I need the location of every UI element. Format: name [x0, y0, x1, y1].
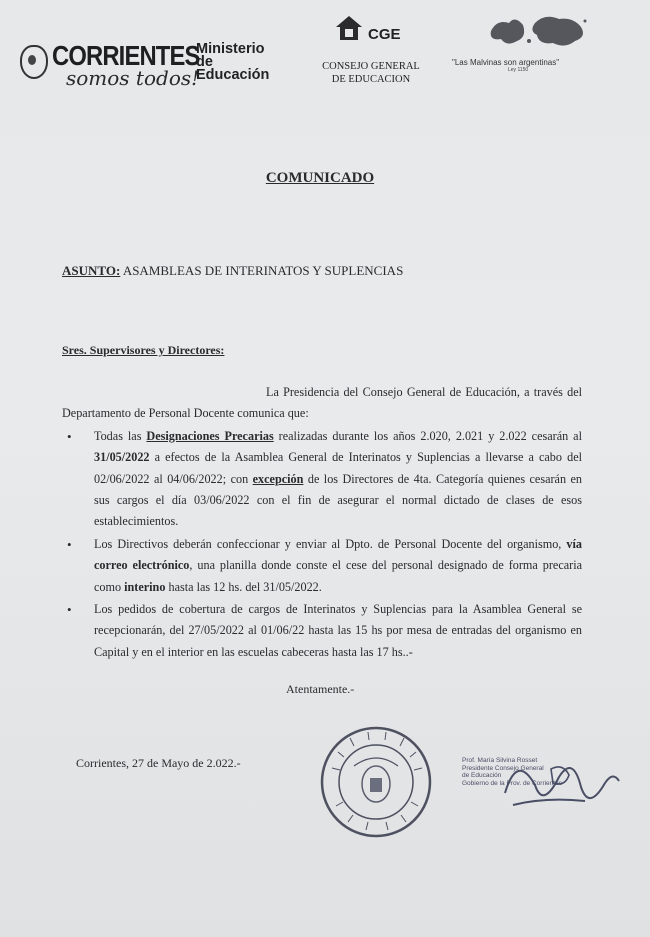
ministerio-logo — [196, 43, 269, 82]
subject-line — [62, 263, 403, 279]
cge-house-icon — [334, 13, 364, 43]
presidencia-seal-stamp — [318, 724, 434, 840]
document-body — [62, 382, 582, 663]
salutation: Sres. Supervisores y Directores: — [62, 343, 225, 357]
cge-acronym: CGE — [368, 26, 401, 43]
intro-paragraph: La Presidencia del Consejo General de Educación, a través del Departamento de Personal Docente comunica que: — [62, 385, 582, 421]
corrientes-logo: CORRIENTES — [52, 40, 200, 71]
closing: Atentamente.- — [286, 682, 355, 696]
malvinas-slogan: "Las Malvinas son argentinas" — [452, 58, 560, 67]
list-item: • Los Directivos deberán confeccionar y enviar al Dpto. de Personal Docente del organismo, vía correo electrónico, una planilla donde conste el cese del personal designado de forma precaria como interino hasta las 12 hs. del 31/05/2022. — [94, 534, 582, 598]
province-crest-icon — [20, 45, 48, 79]
list-item: • Todas las Designaciones Precarias realizadas durante los años 2.020, 2.021 y 2.022 cesarán al 31/05/2022 a efectos de la Asamblea General de Interinatos y Suplencias a llevarse a cabo del 02/06/2022 al 04/06/2022; con excepción de los Directores de 4ta. Categoría quienes cesarán en sus cargos el día 03/06/2022 con el fin de asegurar el normal dictado de clases de esos establecimientos. — [94, 426, 582, 533]
cge-name — [308, 60, 434, 86]
ministerio-line2: de — [196, 54, 213, 70]
ministerio-line1: Ministerio — [196, 41, 265, 57]
bullet-list — [62, 426, 582, 663]
ministerio-line3: Educación — [196, 67, 270, 83]
signer-name: Prof. María Silvina Rosset — [462, 757, 538, 764]
signature-caption — [462, 757, 562, 787]
cge-name-line2: DE EDUCACION — [331, 74, 411, 85]
signer-role-2: de Educación — [462, 772, 502, 779]
corrientes-slogan: somos todos! — [66, 66, 200, 90]
date-line: Corrientes, 27 de Mayo de 2.022.- — [76, 756, 241, 770]
document-title: COMUNICADO — [265, 170, 375, 186]
malvinas-islands-icon — [483, 11, 593, 51]
signer-role: Presidente Consejo General — [462, 764, 544, 772]
cge-name-line1: CONSEJO GENERAL — [322, 61, 420, 72]
list-item: • Los pedidos de cobertura de cargos de Interinatos y Suplencias para la Asamblea General se recepcionarán, del 27/05/2022 al 01/06/22 hasta las 15 hs por mesa de entradas del organismo en Capital y en el interior en las escuelas cabeceras hasta las 17 hs..- — [94, 599, 582, 663]
subject-label: ASUNTO: — [62, 263, 121, 278]
subject-text: ASAMBLEAS DE INTERINATOS Y SUPLENCIAS — [120, 263, 404, 278]
malvinas-ley: Ley 1150 — [508, 67, 529, 73]
signer-org: Gobierno de la Prov. de Corrientes — [462, 779, 562, 787]
